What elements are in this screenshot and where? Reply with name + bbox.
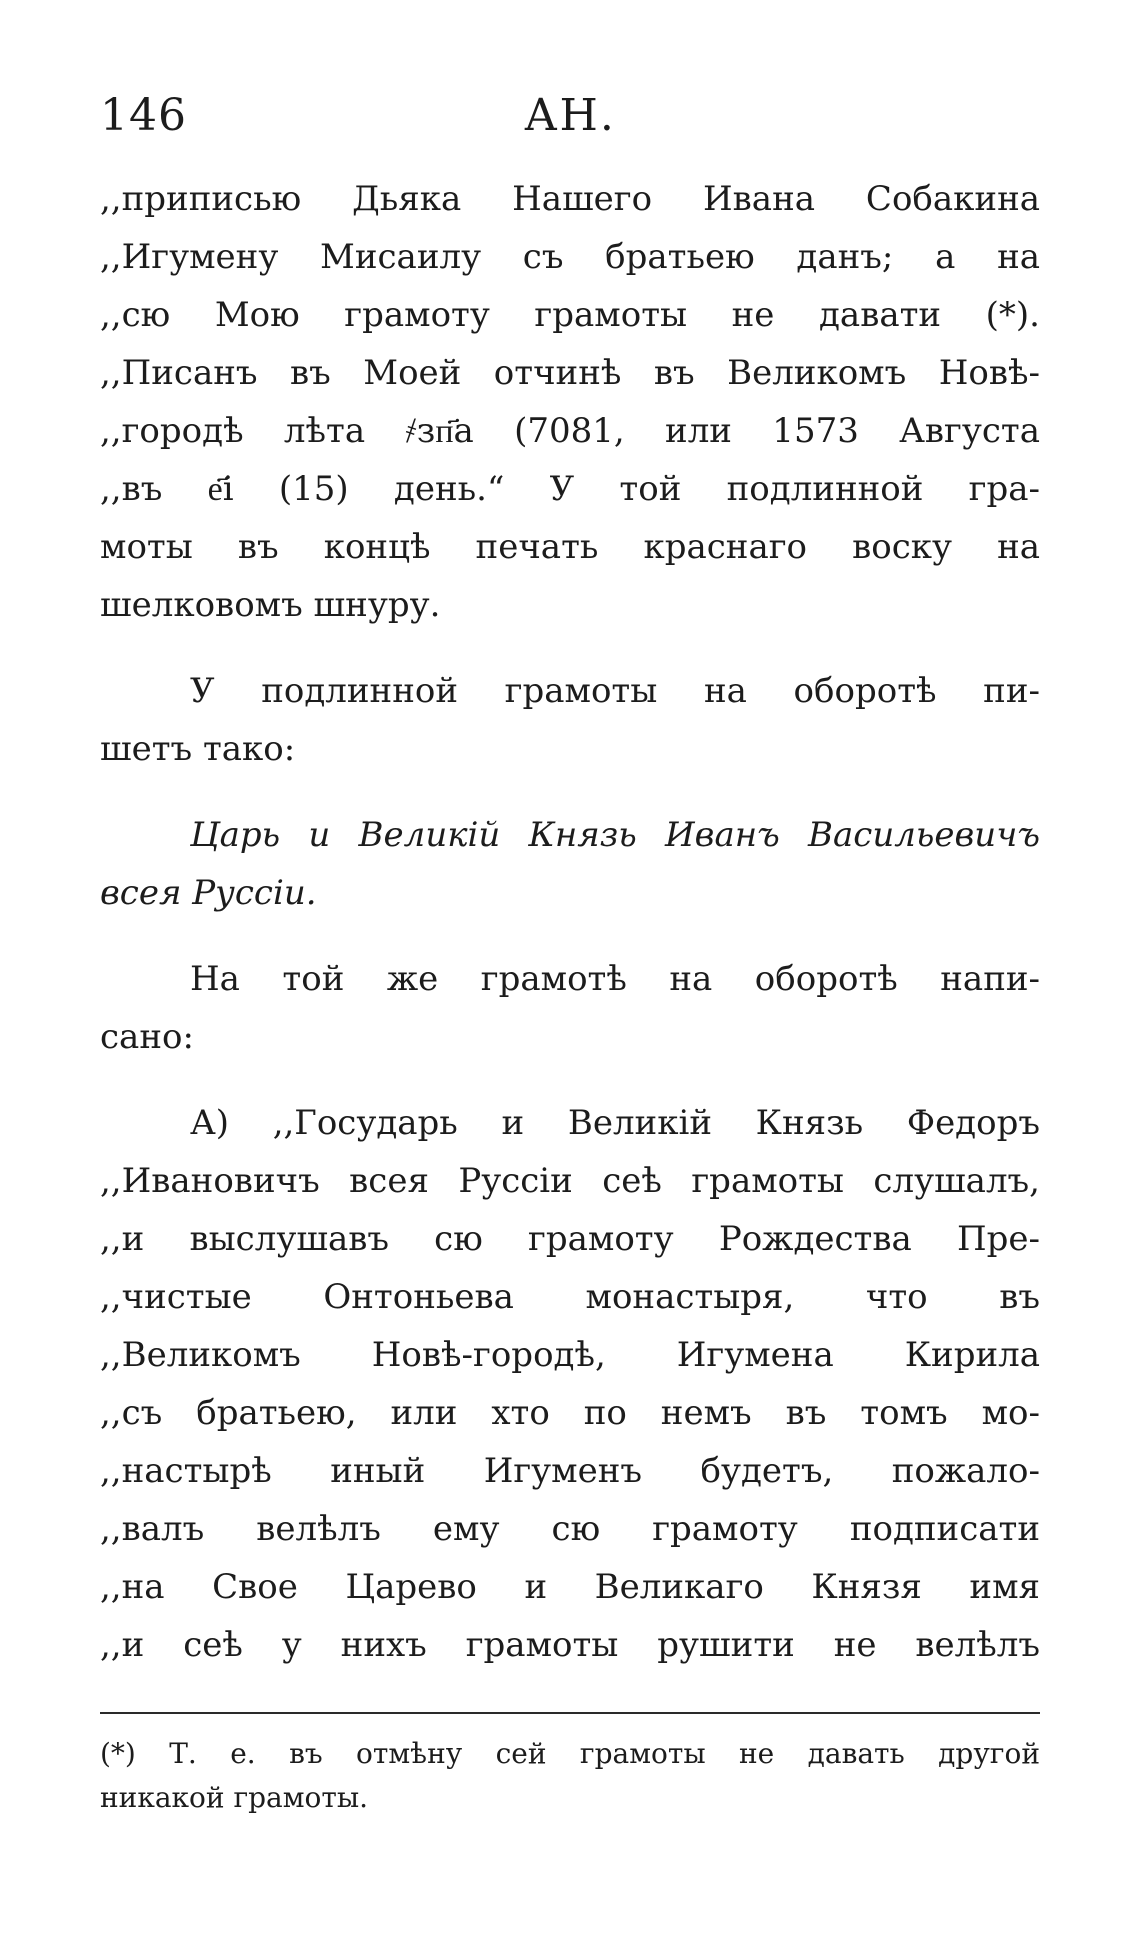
page-number: 146 bbox=[100, 90, 187, 141]
text-line: всея Руссіи. bbox=[100, 873, 317, 913]
footnote-line: никакой грамоты. bbox=[100, 1781, 369, 1814]
text-line: ,,въ е҃і (15) день.“ У той подлинной гра- bbox=[100, 469, 1040, 509]
paragraph-reverse-side bbox=[100, 662, 1040, 778]
text-line: ,,сю Мою грамоту грамоты не давати (*). bbox=[100, 295, 1040, 335]
text-line: ,,городѣ лѣта ҂зп҃а (7081, или 1573 Августа bbox=[100, 411, 1040, 451]
text-line: ,,настырѣ иный Игуменъ будетъ, пожало- bbox=[100, 1451, 1040, 1491]
text-line: ,,на Свое Царево и Великаго Князя имя bbox=[100, 1567, 1040, 1607]
text-line: ,,и выслушавъ сю грамоту Рождества Пре- bbox=[100, 1219, 1040, 1259]
text-line: шелковомъ шнуру. bbox=[100, 585, 441, 625]
main-text bbox=[100, 170, 1040, 1674]
paragraph-charter-quote bbox=[100, 170, 1040, 634]
text-line: ,,съ братьею, или хто по немъ въ томъ мо- bbox=[100, 1393, 1040, 1433]
footnote-line: (*) Т. е. въ отмѣну сей грамоты не давать другой bbox=[100, 1737, 1040, 1770]
text-line: На той же грамотѣ на оборотѣ напи- bbox=[190, 959, 1040, 999]
footnote bbox=[100, 1732, 1040, 1820]
text-line: ,,Игумену Мисаилу съ братьею данъ; а на bbox=[100, 237, 1040, 277]
text-line: У подлинной грамоты на оборотѣ пи- bbox=[190, 671, 1040, 711]
text-line: ,,Ивановичъ всея Руссіи сеѣ грамоты слушалъ, bbox=[100, 1161, 1040, 1201]
page-header bbox=[100, 80, 1040, 170]
text-line: шетъ тако: bbox=[100, 729, 296, 769]
running-head: АН. bbox=[524, 90, 616, 141]
text-line: ,,чистые Онтоньева монастыря, что въ bbox=[100, 1277, 1040, 1317]
text-line: сано: bbox=[100, 1017, 194, 1057]
text-line: ,,и сеѣ у нихъ грамоты рушити не велѣлъ bbox=[100, 1625, 1040, 1665]
text-line: А) ,,Государь и Великій Князь Федоръ bbox=[190, 1103, 1040, 1143]
text-line: моты въ концѣ печать краснаго воску на bbox=[100, 527, 1040, 567]
text-line: ,,Писанъ въ Моей отчинѣ въ Великомъ Новѣ- bbox=[100, 353, 1040, 393]
paragraph-also-written bbox=[100, 950, 1040, 1066]
text-line: ,,приписью Дьяка Нашего Ивана Собакина bbox=[100, 179, 1040, 219]
text-line: ,,Великомъ Новѣ-городѣ, Игумена Кирила bbox=[100, 1335, 1040, 1375]
paragraph-tsar-inscription bbox=[100, 806, 1040, 922]
paragraph-fedor-charter bbox=[100, 1094, 1040, 1674]
footnote-divider bbox=[100, 1712, 1040, 1714]
text-line: ,,валъ велѣлъ ему сю грамоту подписати bbox=[100, 1509, 1040, 1549]
text-line: Царь и Великій Князь Иванъ Васильевичъ bbox=[190, 815, 1040, 855]
